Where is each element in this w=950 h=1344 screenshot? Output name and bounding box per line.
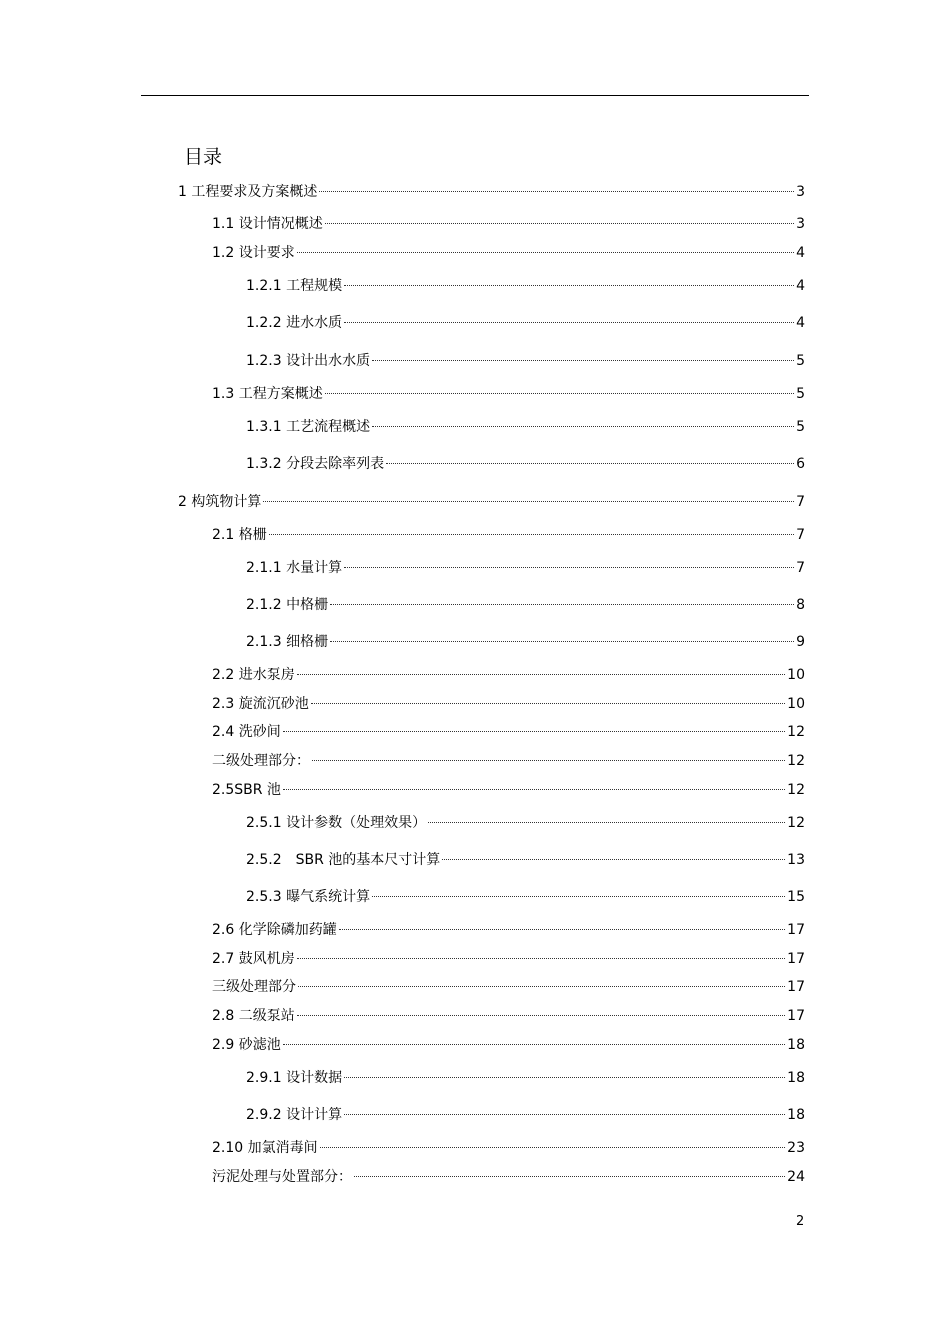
toc-entry-2-5-2[interactable] — [246, 850, 805, 870]
toc-entry-2-6[interactable] — [212, 920, 805, 940]
toc-entry-label: 污泥处理与处置部分： — [212, 1169, 352, 1185]
toc-entry-page: 3 — [796, 184, 805, 200]
dot-leader — [283, 789, 785, 790]
toc-entry-page: 24 — [787, 1169, 805, 1185]
toc-entry-label: 2.1.1 水量计算 — [246, 560, 343, 576]
toc-entry-1-3-1[interactable] — [246, 417, 805, 437]
toc-entry-label: 2.5.2 SBR 池的基本尺寸计算 — [246, 852, 441, 868]
dot-leader — [325, 223, 794, 224]
toc-entry-label: 2.2 进水泵房 — [212, 667, 295, 683]
dot-leader — [319, 191, 794, 192]
toc-entry-label: 2.4 洗砂间 — [212, 724, 281, 740]
toc-entry-label: 2.10 加氯消毒间 — [212, 1140, 318, 1156]
dot-leader — [330, 641, 794, 642]
toc-entry-page: 4 — [796, 315, 805, 331]
page-number: 2 — [796, 1214, 805, 1229]
toc-entry-1-3-2[interactable] — [246, 454, 805, 474]
toc-entry-page: 7 — [796, 560, 805, 576]
dot-leader — [354, 1176, 785, 1177]
toc-entry-1-3[interactable] — [212, 384, 805, 404]
toc-entry-secondary-treatment[interactable] — [212, 751, 805, 771]
toc-entry-page: 15 — [787, 889, 805, 905]
toc-entry-label: 2.9 砂滤池 — [212, 1037, 281, 1053]
toc-entry-page: 4 — [796, 278, 805, 294]
dot-leader — [297, 1015, 785, 1016]
toc-entry-1-2[interactable] — [212, 243, 805, 263]
toc-entry-1-1[interactable] — [212, 214, 805, 234]
dot-leader — [269, 534, 794, 535]
toc-entry-2-1[interactable] — [212, 525, 805, 545]
dot-leader — [312, 760, 785, 761]
toc-entry-label: 1.3 工程方案概述 — [212, 386, 323, 402]
toc-entry-page: 18 — [787, 1107, 805, 1123]
toc-entry-page: 12 — [787, 782, 805, 798]
dot-leader — [344, 567, 794, 568]
dot-leader — [344, 322, 794, 323]
dot-leader — [325, 393, 794, 394]
dot-leader — [283, 1044, 785, 1045]
dot-leader — [372, 426, 794, 427]
toc-entry-label: 2.1.3 细格栅 — [246, 634, 329, 650]
toc-entry-sludge-treatment[interactable] — [212, 1167, 805, 1187]
toc-entry-page: 6 — [796, 456, 805, 472]
toc-entry-2-9-2[interactable] — [246, 1105, 805, 1125]
dot-leader — [330, 604, 794, 605]
toc-entry-page: 12 — [787, 753, 805, 769]
toc-entry-2-2[interactable] — [212, 665, 805, 685]
toc-entry-label: 1.1 设计情况概述 — [212, 216, 323, 232]
toc-entry-page: 17 — [787, 1008, 805, 1024]
dot-leader — [344, 285, 794, 286]
dot-leader — [297, 674, 785, 675]
toc-entry-label: 2.9.1 设计数据 — [246, 1070, 343, 1086]
toc-entry-label: 2.3 旋流沉砂池 — [212, 696, 309, 712]
toc-entry-1[interactable] — [178, 182, 805, 202]
toc-entry-page: 5 — [796, 386, 805, 402]
toc-entry-page: 23 — [787, 1140, 805, 1156]
toc-entry-label: 1.3.1 工艺流程概述 — [246, 419, 371, 435]
dot-leader — [311, 703, 785, 704]
dot-leader — [372, 360, 794, 361]
toc-entry-page: 12 — [787, 815, 805, 831]
toc-entry-label: 2.5.1 设计参数（处理效果） — [246, 815, 427, 831]
toc-entry-label: 2.9.2 设计计算 — [246, 1107, 343, 1123]
toc-entry-2-1-3[interactable] — [246, 632, 805, 652]
toc-entry-label: 2.6 化学除磷加药罐 — [212, 922, 337, 938]
toc-entry-label: 1.2.3 设计出水水质 — [246, 353, 371, 369]
toc-entry-2-8[interactable] — [212, 1006, 805, 1026]
toc-entry-page: 17 — [787, 922, 805, 938]
toc-entry-page: 7 — [796, 494, 805, 510]
dot-leader — [428, 822, 785, 823]
toc-entry-page: 5 — [796, 419, 805, 435]
toc-entry-page: 17 — [787, 979, 805, 995]
dot-leader — [320, 1147, 786, 1148]
toc-entry-2-7[interactable] — [212, 949, 805, 969]
toc-entry-page: 7 — [796, 527, 805, 543]
toc-entry-page: 18 — [787, 1070, 805, 1086]
toc-entry-1-2-2[interactable] — [246, 313, 805, 333]
toc-entry-label: 2.5SBR 池 — [212, 782, 281, 798]
toc-entry-tertiary-treatment[interactable] — [212, 977, 805, 997]
dot-leader — [386, 463, 794, 464]
toc-entry-2[interactable] — [178, 492, 805, 512]
dot-leader — [297, 252, 794, 253]
toc-entry-2-10[interactable] — [212, 1138, 805, 1158]
dot-leader — [283, 731, 785, 732]
toc-entry-label: 2 构筑物计算 — [178, 494, 262, 510]
toc-entry-2-4[interactable] — [212, 722, 805, 742]
toc-entry-1-2-1[interactable] — [246, 276, 805, 296]
toc-entry-page: 18 — [787, 1037, 805, 1053]
toc-entry-label: 二级处理部分： — [212, 753, 310, 769]
toc-entry-page: 3 — [796, 216, 805, 232]
toc-entry-2-5-1[interactable] — [246, 813, 805, 833]
toc-title: 目录 — [184, 146, 223, 168]
dot-leader — [442, 859, 785, 860]
toc-entry-label: 2.8 二级泵站 — [212, 1008, 295, 1024]
dot-leader — [344, 1077, 785, 1078]
dot-leader — [344, 1114, 785, 1115]
toc-entry-page: 13 — [787, 852, 805, 868]
toc-entry-2-5[interactable] — [212, 780, 805, 800]
toc-entry-label: 2.5.3 曝气系统计算 — [246, 889, 371, 905]
dot-leader — [298, 986, 785, 987]
toc-entry-label: 1.2.1 工程规模 — [246, 278, 343, 294]
dot-leader — [297, 958, 785, 959]
toc-entry-page: 8 — [796, 597, 805, 613]
toc-entry-2-5-3[interactable] — [246, 887, 805, 907]
dot-leader — [339, 929, 785, 930]
toc-entry-2-9[interactable] — [212, 1035, 805, 1055]
toc-entry-page: 17 — [787, 951, 805, 967]
toc-entry-2-3[interactable] — [212, 694, 805, 714]
toc-entry-2-1-1[interactable] — [246, 558, 805, 578]
toc-entry-2-9-1[interactable] — [246, 1068, 805, 1088]
dot-leader — [372, 896, 785, 897]
toc-entry-label: 1 工程要求及方案概述 — [178, 184, 318, 200]
toc-entry-page: 4 — [796, 245, 805, 261]
dot-leader — [263, 501, 794, 502]
toc-entry-page: 10 — [787, 696, 805, 712]
toc-entry-label: 2.7 鼓风机房 — [212, 951, 295, 967]
toc-entry-page: 9 — [796, 634, 805, 650]
toc-entry-page: 10 — [787, 667, 805, 683]
toc-entry-page: 12 — [787, 724, 805, 740]
toc-entry-label: 2.1.2 中格栅 — [246, 597, 329, 613]
toc-entry-label: 1.2.2 进水水质 — [246, 315, 343, 331]
toc-entry-1-2-3[interactable] — [246, 351, 805, 371]
toc-entry-label: 2.1 格栅 — [212, 527, 267, 543]
toc-entry-label: 1.2 设计要求 — [212, 245, 295, 261]
toc-entry-label: 1.3.2 分段去除率列表 — [246, 456, 385, 472]
toc-entry-label: 三级处理部分 — [212, 979, 296, 995]
toc-entry-2-1-2[interactable] — [246, 595, 805, 615]
toc-entry-page: 5 — [796, 353, 805, 369]
